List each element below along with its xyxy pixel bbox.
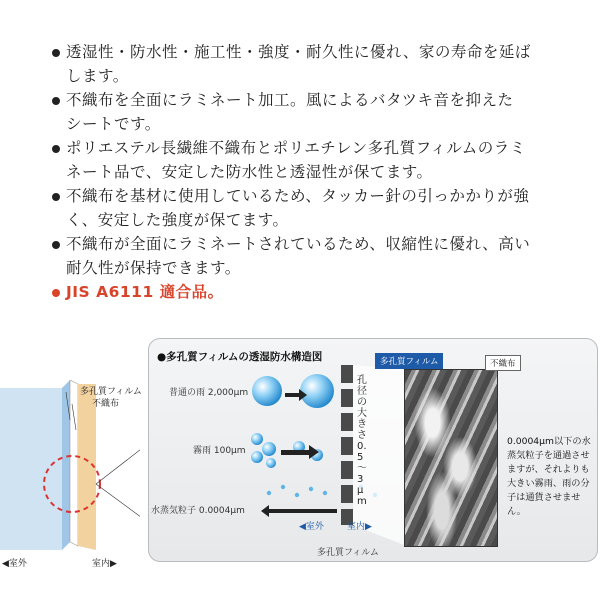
diagram-title: ●多孔質フィルムの透湿防水構造図 xyxy=(157,351,323,363)
wall-label-film: 多孔質フィルム xyxy=(80,387,142,397)
tag-nonwoven: 不織布 xyxy=(485,355,521,371)
bullet-icon xyxy=(52,145,60,153)
feature-item: 不織布が全面にラミネートされているため、収縮性に優れ、高い 耐久性が保持できます。 xyxy=(52,232,572,280)
bullet-icon xyxy=(52,241,60,249)
microscope-photo xyxy=(404,369,498,547)
wall-illustration xyxy=(0,380,140,570)
label-rain: 普通の雨 2,000μm xyxy=(169,388,249,398)
feature-item: 不織布を全面にラミネート加工。風によるバタツキ音を抑えた シートです。 xyxy=(52,88,572,136)
label-film-caption: 多孔質フィルム xyxy=(317,548,379,558)
label-indoor: 室内▶ xyxy=(347,522,372,532)
feature-item: ポリエステル長繊維不織布とポリエチレン多孔質フィルムのラミ ネート品で、安定した防水性と透湿性が保てます。 xyxy=(52,136,572,184)
wall-label-outdoor: ◀室外 xyxy=(2,559,27,569)
label-outdoor: ◀室外 xyxy=(299,522,324,532)
label-pore-size: 孔径の大きさ0.5～3μm xyxy=(357,375,367,507)
wall-label-nonwoven: 不織布 xyxy=(92,399,120,409)
bullet-icon xyxy=(52,49,60,57)
label-mist: 霧雨 100μm xyxy=(193,446,246,456)
diagram-description: 0.0004μm以下の水蒸気粒子を通過させますが、それよりも大きい霧雨、雨の分子は通貨させません。 xyxy=(507,436,591,517)
tag-porous-film: 多孔質フィルム xyxy=(375,353,443,369)
jis-compliance-item: JIS A6111 適合品。 xyxy=(52,280,572,304)
structure-diagram-panel xyxy=(148,338,598,562)
feature-item: 透湿性・防水性・施工性・強度・耐久性に優れ、家の寿命を延ば します。 xyxy=(52,40,572,88)
bullet-icon xyxy=(52,289,60,297)
bullet-icon xyxy=(52,97,60,105)
feature-list xyxy=(52,40,572,304)
wall-label-indoor: 室内▶ xyxy=(92,559,117,569)
label-vapor: 水蒸気粒子 0.0004μm xyxy=(151,506,245,516)
bullet-icon xyxy=(52,193,60,201)
feature-item: 不織布を基材に使用しているため、タッカー針の引っかかりが強 く、安定した強度が保てます。 xyxy=(52,184,572,232)
